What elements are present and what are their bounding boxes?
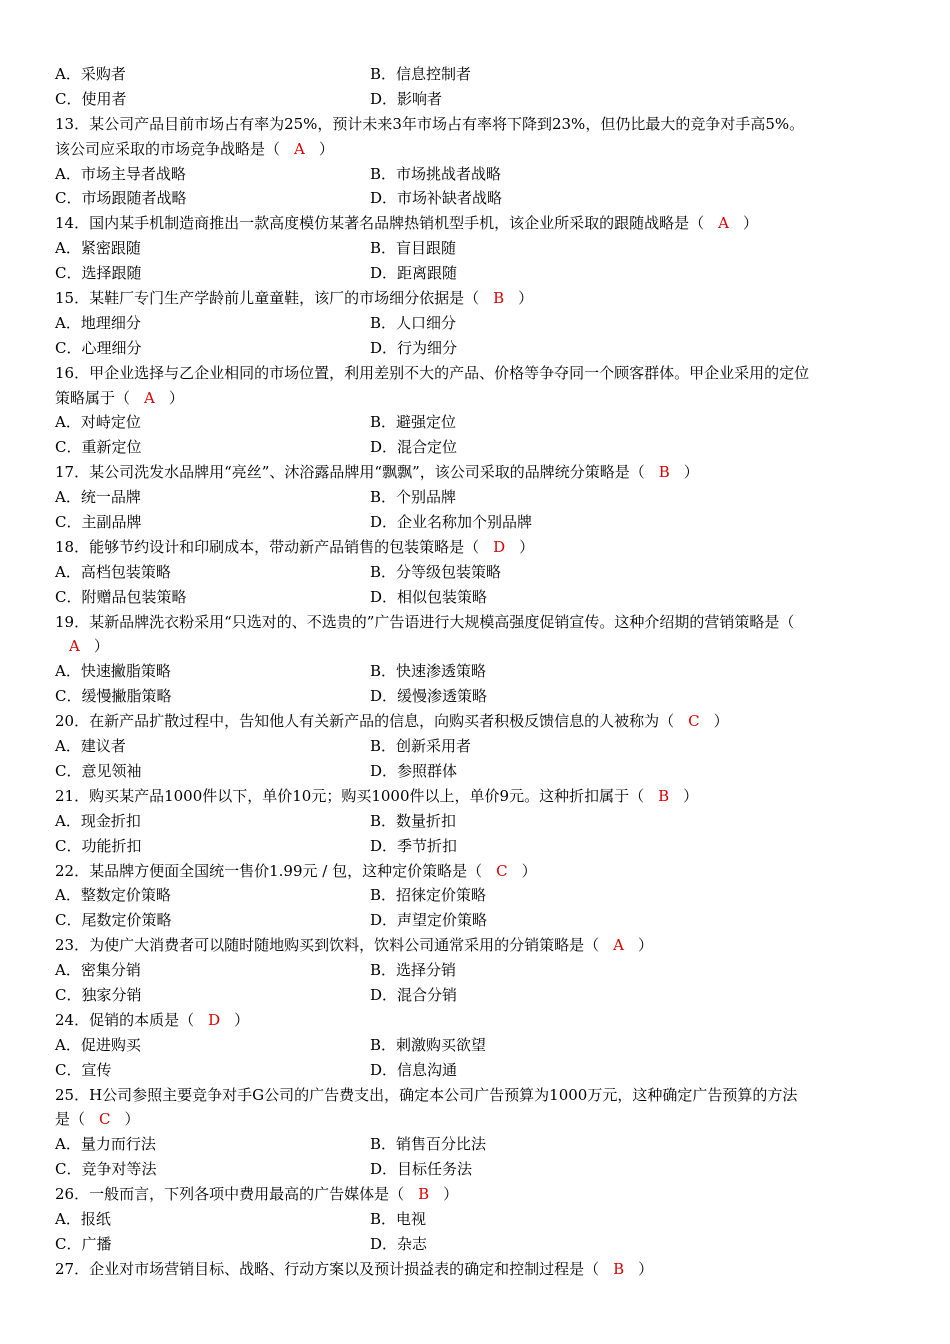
question-stem	[55, 1257, 900, 1282]
question-text: 19．某新品牌洗衣粉采用“只选对的、不选贵的”广告语进行大规模高强度促销宣传。这种介绍期的营销策略是（	[55, 612, 795, 631]
question-stem	[55, 1083, 900, 1108]
question-stem	[55, 361, 900, 386]
question-stem	[55, 709, 900, 734]
question-option-row	[55, 809, 900, 834]
question-option-row	[55, 759, 900, 784]
option-text: C．主副品牌	[55, 513, 142, 532]
option-text: A．整数定价策略	[55, 886, 171, 905]
answer-mark: A	[718, 214, 729, 233]
question-stem	[55, 1182, 900, 1207]
option-text: D．距离跟随	[370, 264, 458, 283]
option-text: B．避强定位	[370, 413, 457, 432]
option-text: C．缓慢撇脂策略	[55, 687, 172, 706]
question-stem	[55, 112, 900, 137]
question-option-row	[55, 908, 900, 933]
option-text: A．建议者	[55, 737, 126, 756]
option-text: B．人口细分	[370, 313, 457, 332]
question-close-paren: ）	[124, 1110, 140, 1129]
option-text: D．声望定价策略	[370, 911, 488, 930]
answer-mark: B	[493, 289, 505, 308]
question-text: 23．为使广大消费者可以随时随地购买到饮料，饮料公司通常采用的分销策略是（	[55, 936, 600, 955]
question-option-row	[55, 560, 900, 585]
question-close-paren: ）	[518, 289, 534, 308]
answer-mark: A	[613, 936, 624, 955]
option-text: B．快速渗透策略	[370, 662, 487, 681]
option-text: A．现金折扣	[55, 811, 141, 830]
question-option-row	[55, 510, 900, 535]
option-text: C．独家分销	[55, 985, 142, 1004]
option-text: A．报纸	[55, 1209, 111, 1228]
question-stem	[55, 933, 900, 958]
answer-mark: C	[688, 712, 700, 731]
question-option-row	[55, 311, 900, 336]
question-text: 17．某公司洗发水品牌用“亮丝”、沐浴露品牌用“飘飘”，该公司采取的品牌统分策略是（	[55, 463, 645, 482]
question-close-paren: ）	[93, 637, 109, 656]
answer-mark: D	[493, 537, 506, 556]
answer-mark: B	[613, 1259, 625, 1278]
question-text: 是（	[55, 1110, 86, 1129]
option-text: A．统一品牌	[55, 488, 141, 507]
prelude-option-row	[55, 87, 900, 112]
option-text: C．意见领袖	[55, 761, 142, 780]
option-text: B．刺激购买欲望	[370, 1035, 487, 1054]
prelude-option-row	[55, 62, 900, 87]
option-text: D．市场补缺者战略	[370, 189, 503, 208]
option-text: B．选择分销	[370, 961, 457, 980]
option-text: D．影响者	[370, 89, 443, 108]
question-text: 13．某公司产品目前市场占有率为25%，预计未来3年市场占有率将下降到23%，但仍比最大的竞争对手高5%。	[55, 114, 805, 133]
answer-mark: B	[418, 1185, 430, 1204]
option-text: B．市场挑战者战略	[370, 164, 502, 183]
question-option-row	[55, 834, 900, 859]
option-text: A．高档包装策略	[55, 562, 171, 581]
option-text: B．盲目跟随	[370, 239, 457, 258]
option-text: A．紧密跟随	[55, 239, 141, 258]
option-text: C．竞争对等法	[55, 1160, 157, 1179]
answer-mark: B	[658, 786, 670, 805]
option-text: C．重新定位	[55, 438, 142, 457]
question-option-row	[55, 1207, 900, 1232]
option-text: B．电视	[370, 1209, 427, 1228]
question-close-paren: ）	[683, 463, 699, 482]
option-text: D．相似包装策略	[370, 587, 488, 606]
option-text: A．地理细分	[55, 313, 141, 332]
option-text: B．销售百分比法	[370, 1135, 487, 1154]
question-option-row	[55, 983, 900, 1008]
option-text: D．信息沟通	[370, 1060, 458, 1079]
question-stem	[55, 460, 900, 485]
question-close-paren: ）	[521, 861, 537, 880]
option-text: D．企业名称加个别品牌	[370, 513, 533, 532]
question-close-paren: ）	[638, 1259, 654, 1278]
question-text: 22．某品牌方便面全国统一售价1.99元 / 包，这种定价策略是（	[55, 861, 483, 880]
question-stem-continued	[55, 386, 900, 411]
answer-mark: A	[294, 139, 305, 158]
question-option-row	[55, 734, 900, 759]
question-stem	[55, 784, 900, 809]
option-text: A．市场主导者战略	[55, 164, 186, 183]
question-stem-continued	[55, 137, 900, 162]
option-text: B．个别品牌	[370, 488, 457, 507]
question-option-row	[55, 659, 900, 684]
question-stem	[55, 610, 900, 635]
option-text: C．选择跟随	[55, 264, 142, 283]
question-option-row	[55, 410, 900, 435]
option-text: C．功能折扣	[55, 836, 142, 855]
question-option-row	[55, 1232, 900, 1257]
option-text: D．混合分销	[370, 985, 458, 1004]
question-option-row	[55, 883, 900, 908]
question-option-row	[55, 958, 900, 983]
question-text: 14．国内某手机制造商推出一款高度模仿某著名品牌热销机型手机，该企业所采取的跟随战略是（	[55, 214, 705, 233]
option-text: A．对峙定位	[55, 413, 141, 432]
question-close-paren: ）	[742, 214, 758, 233]
question-stem-continued	[55, 634, 900, 659]
question-option-row	[55, 1033, 900, 1058]
question-close-paren: ）	[519, 537, 535, 556]
option-text: D．缓慢渗透策略	[370, 687, 488, 706]
option-text: A．快速撇脂策略	[55, 662, 171, 681]
question-option-row	[55, 261, 900, 286]
option-text: D．参照群体	[370, 761, 458, 780]
option-text: C．市场跟随者战略	[55, 189, 187, 208]
option-text: D．目标任务法	[370, 1160, 473, 1179]
option-text: C．宣传	[55, 1060, 112, 1079]
question-option-row	[55, 236, 900, 261]
question-text: 24．促销的本质是（	[55, 1010, 195, 1029]
option-text: C．心理细分	[55, 338, 142, 357]
option-text: D．行为细分	[370, 338, 458, 357]
question-option-row	[55, 684, 900, 709]
question-stem	[55, 859, 900, 884]
question-close-paren: ）	[637, 936, 653, 955]
question-option-row	[55, 186, 900, 211]
question-option-row	[55, 585, 900, 610]
question-option-row	[55, 162, 900, 187]
question-close-paren: ）	[168, 388, 184, 407]
question-option-row	[55, 1157, 900, 1182]
option-text: A．促进购买	[55, 1035, 141, 1054]
question-option-row	[55, 435, 900, 460]
question-stem	[55, 535, 900, 560]
option-text: B．招徕定价策略	[370, 886, 487, 905]
question-option-row	[55, 336, 900, 361]
question-option-row	[55, 1132, 900, 1157]
question-option-row	[55, 1058, 900, 1083]
question-stem	[55, 1008, 900, 1033]
answer-mark: C	[99, 1110, 111, 1129]
answer-mark: C	[496, 861, 508, 880]
option-text: D．混合定位	[370, 438, 458, 457]
question-text: 18．能够节约设计和印刷成本，带动新产品销售的包装策略是（	[55, 537, 480, 556]
question-stem-continued	[55, 1107, 900, 1132]
question-text: 16．甲企业选择与乙企业相同的市场位置，利用差别不大的产品、价格等争夺同一个顾客群体。甲企业采用的定位	[55, 363, 810, 382]
question-text: 26．一般而言，下列各项中费用最高的广告媒体是（	[55, 1185, 405, 1204]
question-close-paren: ）	[234, 1010, 250, 1029]
answer-mark: A	[69, 637, 80, 656]
question-text: 该公司应采取的市场竞争战略是（	[55, 139, 281, 158]
question-text: 策略属于（	[55, 388, 131, 407]
answer-mark: D	[208, 1010, 221, 1029]
question-text: 25．H公司参照主要竞争对手G公司的广告费支出，确定本公司广告预算为1000万元，这种确定广告预算的方法	[55, 1085, 798, 1104]
option-text: B．信息控制者	[370, 65, 472, 83]
option-text: A．采购者	[55, 65, 126, 83]
question-close-paren: ）	[443, 1185, 459, 1204]
option-text: D．季节折扣	[370, 836, 458, 855]
answer-mark: B	[658, 463, 670, 482]
option-text: C．广播	[55, 1234, 112, 1253]
question-text: 20．在新产品扩散过程中，告知他人有关新产品的信息，向购买者积极反馈信息的人被称为（	[55, 712, 675, 731]
question-stem	[55, 286, 900, 311]
option-text: D．杂志	[370, 1234, 428, 1253]
option-text: C．附赠品包装策略	[55, 587, 187, 606]
question-close-paren: ）	[683, 786, 699, 805]
option-text: C．使用者	[55, 89, 127, 108]
option-text: A．密集分销	[55, 961, 141, 980]
exam-page	[55, 62, 900, 1282]
question-text: 15．某鞋厂专门生产学龄前儿童童鞋，该厂的市场细分依据是（	[55, 289, 480, 308]
question-text: 21．购买某产品1000件以下，单价10元；购买1000件以上，单价9元。这种折扣属于（	[55, 786, 645, 805]
option-text: B．分等级包装策略	[370, 562, 502, 581]
option-text: A．量力而行法	[55, 1135, 156, 1154]
option-text: B．数量折扣	[370, 811, 457, 830]
question-text: 27．企业对市场营销目标、战略、行动方案以及预计损益表的确定和控制过程是（	[55, 1259, 600, 1278]
question-close-paren: ）	[713, 712, 729, 731]
question-close-paren: ）	[318, 139, 334, 158]
option-text: C．尾数定价策略	[55, 911, 172, 930]
answer-mark: A	[144, 388, 155, 407]
option-text: B．创新采用者	[370, 737, 472, 756]
question-stem	[55, 211, 900, 236]
question-option-row	[55, 485, 900, 510]
